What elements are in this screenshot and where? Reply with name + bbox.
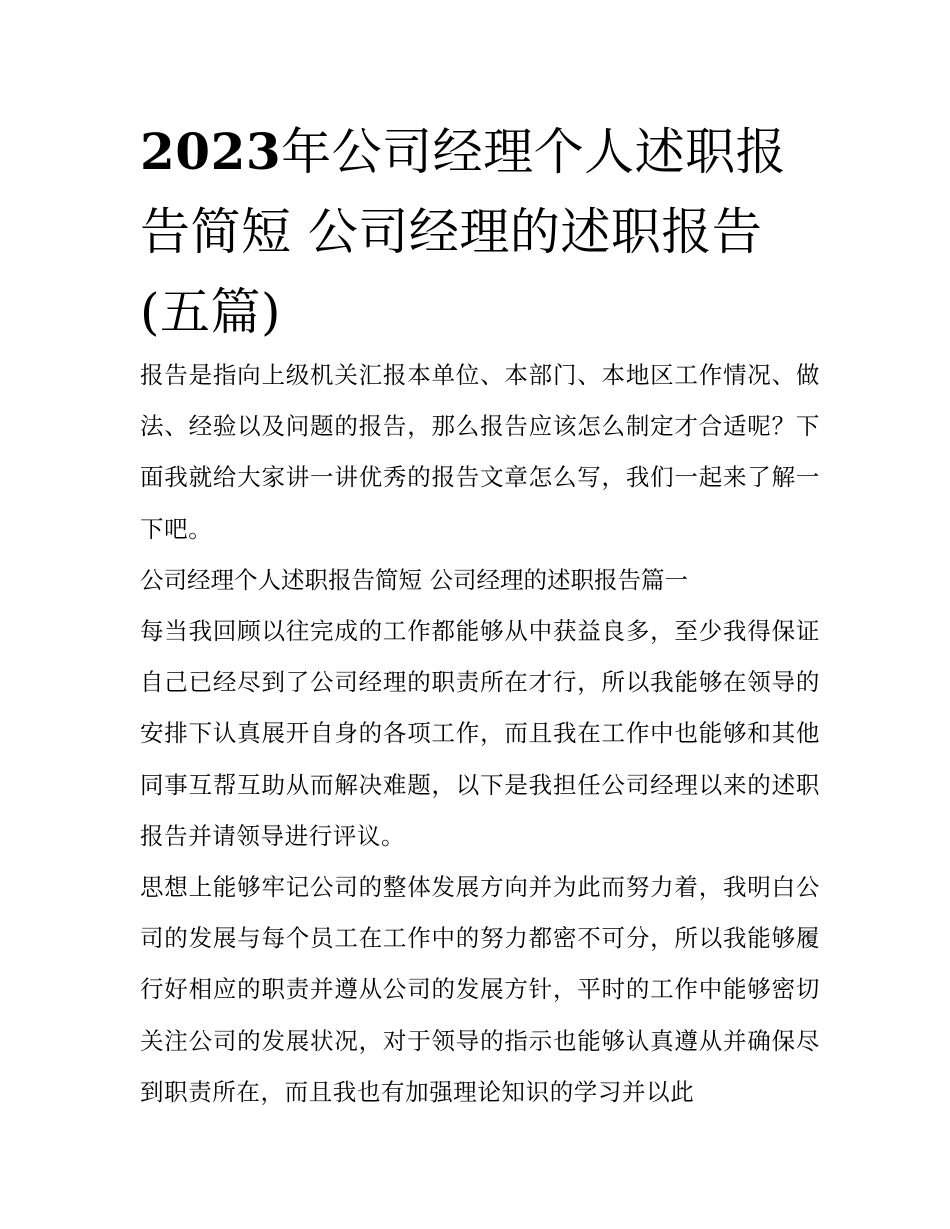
document-title [140,112,820,352]
title-year: 2023 [140,122,282,181]
title-text: 年公司经理个人述职报告简短 公司经理的述职报告(五篇) [140,123,787,341]
body-paragraph-2: 思想上能够牢记公司的整体发展方向并为此而努力着，我明白公司的发展与每个员工在工作中的努力都密不可分，所以我能够履行好相应的职责并遵从公司的发展方针，平时的工作中能够密切关注公司的发展状况，对于领导的指示也能够认真遵从并确保尽到职责所在，而且我也有加强理论知识的学习并以此 [140,873,820,1106]
document-body [140,350,820,1118]
intro-paragraph: 报告是指向上级机关汇报本单位、本部门、本地区工作情况、做法、经验以及问题的报告，那么报告应该怎么制定才合适呢？下面我就给大家讲一讲优秀的报告文章怎么写，我们一起来了解一下吧。 [140,361,820,543]
section-heading: 公司经理个人述职报告简短 公司经理的述职报告篇一 [140,565,688,594]
body-paragraph-1: 每当我回顾以往完成的工作都能够从中获益良多，至少我得保证自己已经尽到了公司经理的职责所在才行，所以我能够在领导的安排下认真展开自身的各项工作，而且我在工作中也能够和其他同事互帮互助从而解决难题，以下是我担任公司经理以来的述职报告并请领导进行评议。 [140,617,820,850]
